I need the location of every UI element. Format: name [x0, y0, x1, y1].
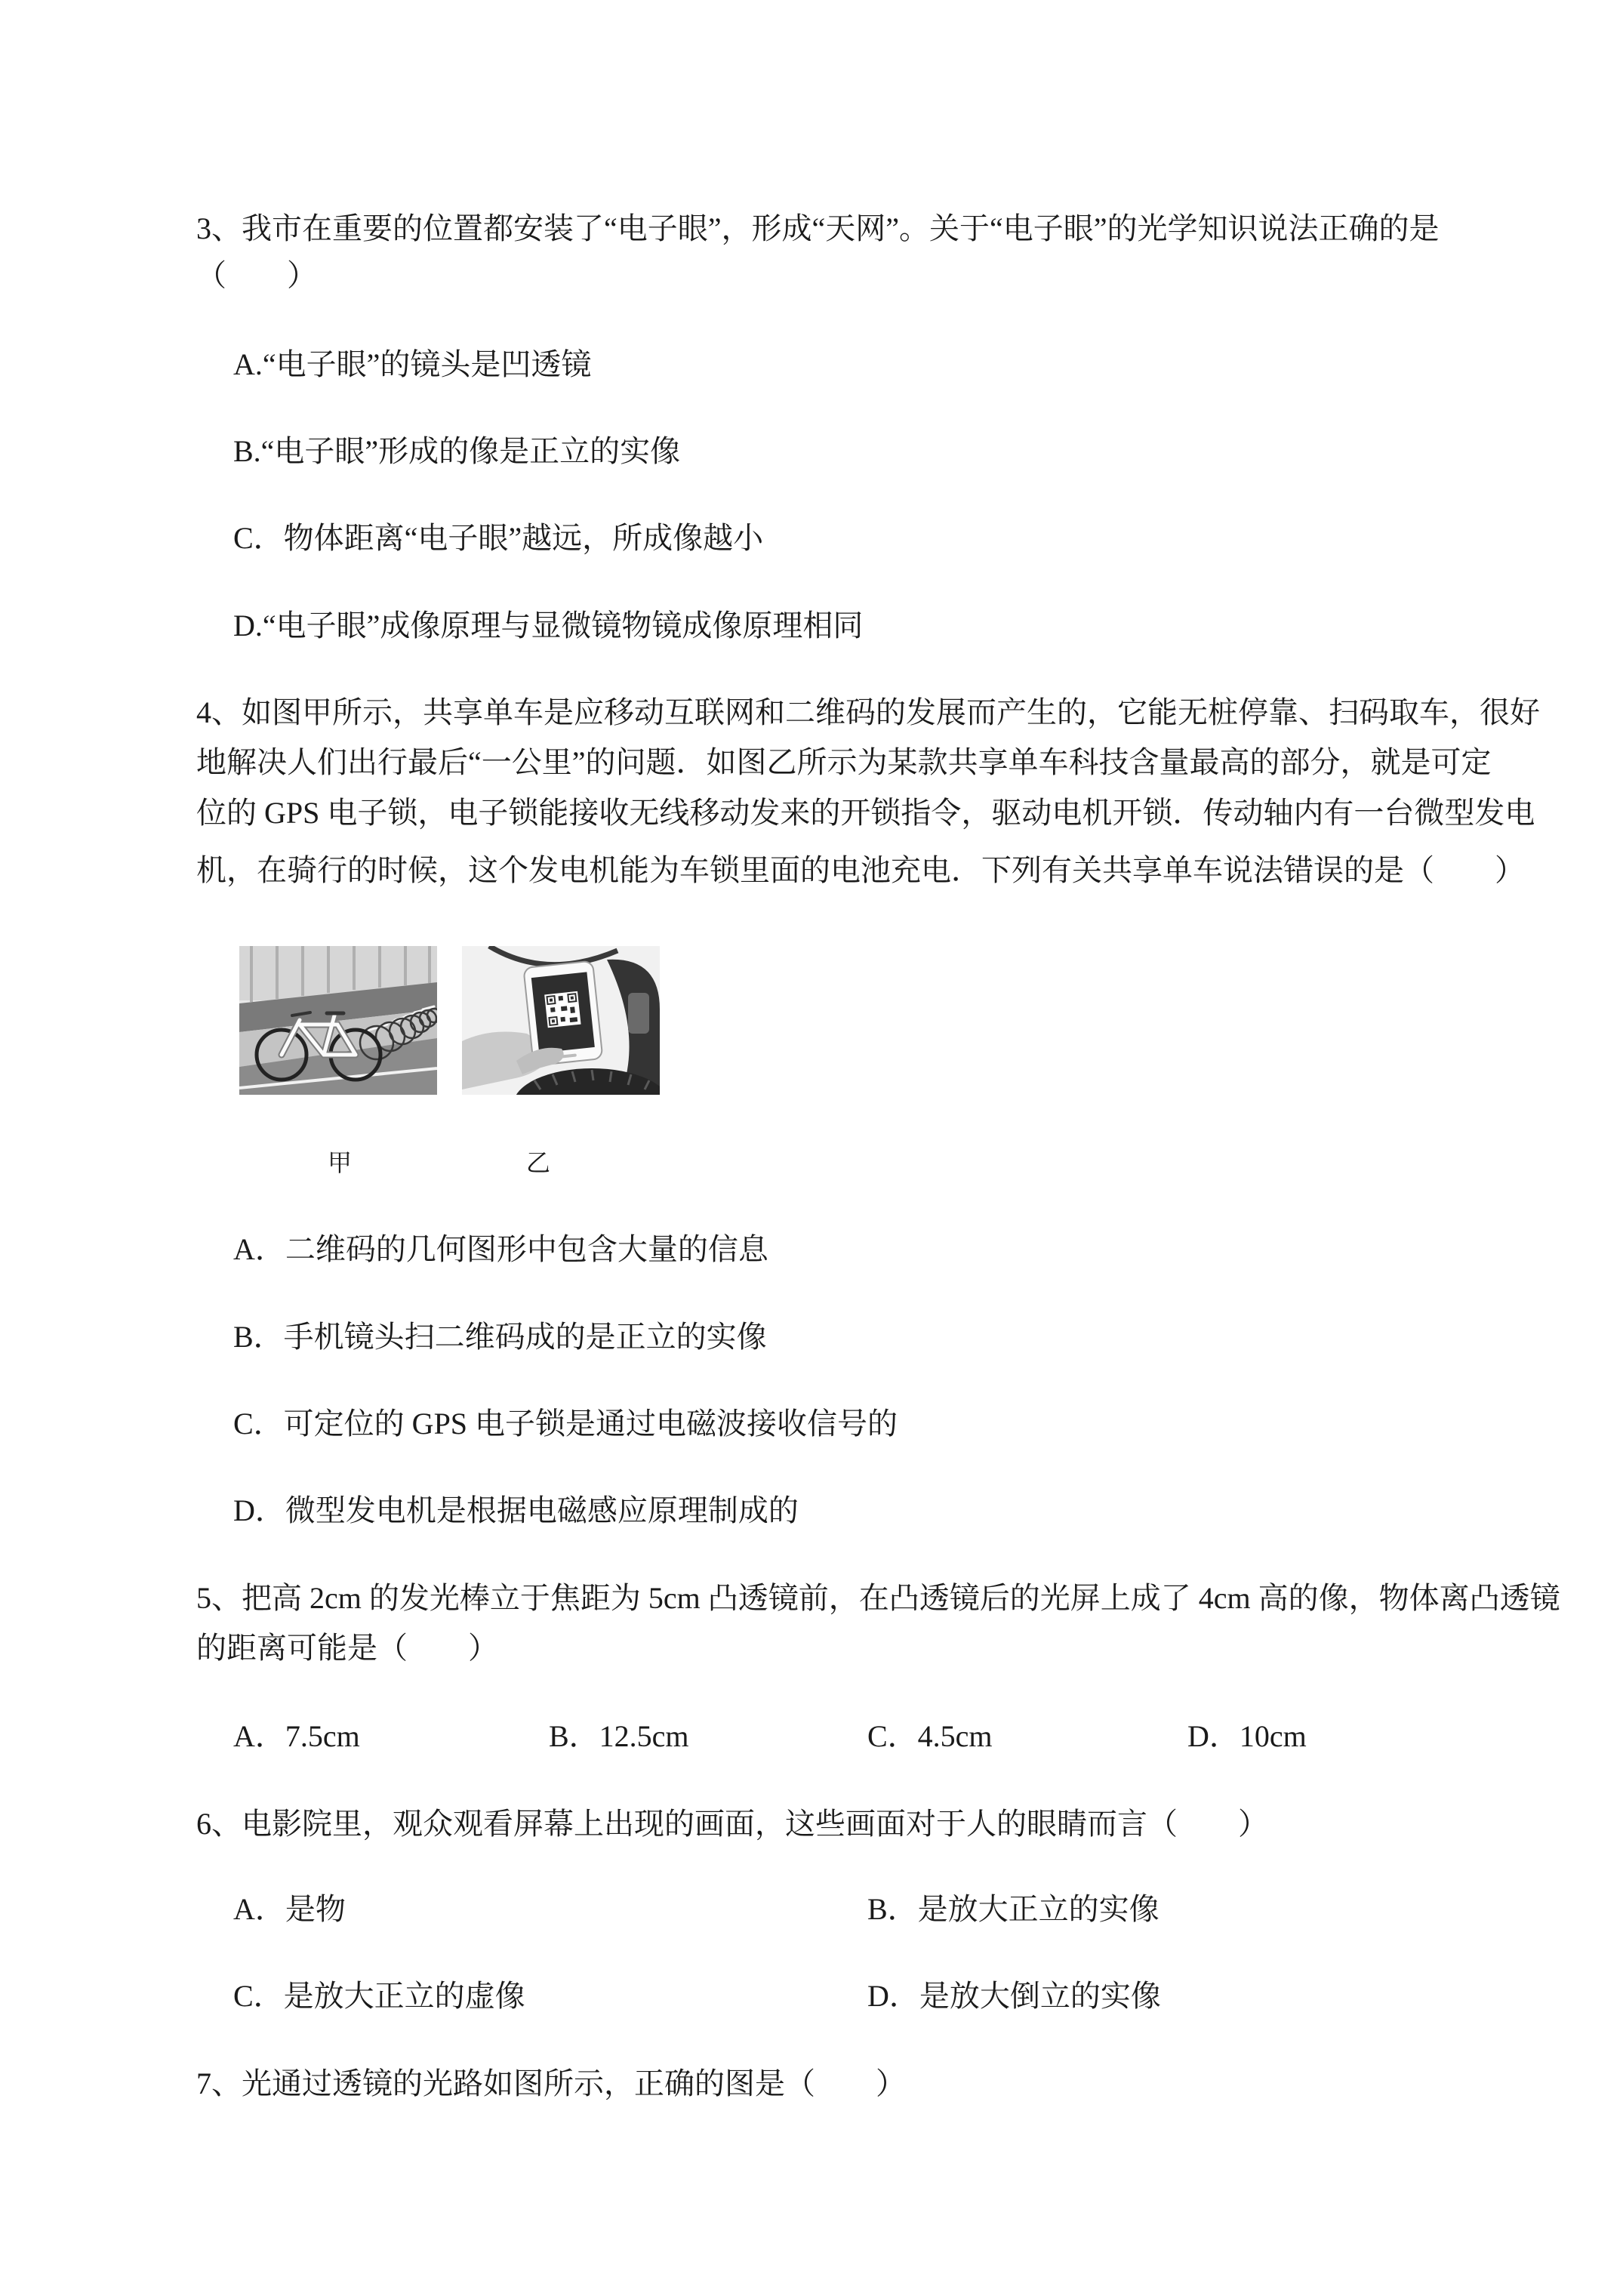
- question-5-option-a: A．7.5cm: [233, 1719, 360, 1753]
- question-5-option-c: C．4.5cm: [867, 1719, 993, 1753]
- question-5-stem-line-1: 5、把高 2cm 的发光棒立于焦距为 5cm 凸透镜前，在凸透镜后的光屏上成了 4cm 高的像，物体离凸透镜: [196, 1581, 1560, 1615]
- qr-module: [560, 1017, 565, 1022]
- figure-yi-caption: 乙: [525, 1148, 550, 1177]
- qr-module: [550, 1007, 556, 1012]
- question-5-stem-line-2: 的距离可能是（ ）: [196, 1631, 498, 1665]
- qr-finder-center: [552, 1019, 555, 1022]
- figure-jia: [239, 946, 437, 1095]
- question-4-option-c: C．可定位的 GPS 电子锁是通过电磁波接收信号的: [233, 1407, 898, 1441]
- smartphone: [523, 961, 602, 1066]
- question-3-option-d: D.“电子眼”成像原理与显微镜物镜成像原理相同: [233, 609, 864, 643]
- question-3-stem-line-1: 3、我市在重要的位置都安装了“电子眼”，形成“天网”。关于“电子眼”的光学知识说法正确的是: [196, 211, 1440, 245]
- question-4-stem-line-1: 4、如图甲所示，共享单车是应移动互联网和二维码的发展而产生的，它能无桩停靠、扫码取车，很好: [196, 695, 1540, 729]
- question-4-stem-line-3: 位的 GPS 电子锁，电子锁能接收无线移动发来的开锁指令，驱动电机开锁．传动轴内有一台微型发电: [196, 796, 1535, 830]
- question-6-option-b: B．是放大正立的实像: [867, 1892, 1160, 1926]
- lock-panel: [628, 993, 649, 1034]
- tread-mark: [610, 1071, 611, 1082]
- figure-jia-caption: 甲: [327, 1148, 352, 1177]
- tread-mark: [592, 1070, 593, 1080]
- qr-module: [561, 1006, 568, 1011]
- qr-module: [570, 1006, 575, 1013]
- question-4-option-a: A．二维码的几何图形中包含大量的信息: [233, 1232, 768, 1266]
- shared-bikes-photo: [239, 946, 437, 1095]
- phone-scan-lock-photo: [462, 946, 660, 1095]
- qr-module: [570, 1017, 578, 1022]
- question-5-option-d: D．10cm: [1187, 1719, 1307, 1753]
- question-4-option-d: D．微型发电机是根据电磁感应原理制成的: [233, 1493, 799, 1527]
- question-7-stem-line-1: 7、光通过透镜的光路如图所示，正确的图是（ ）: [196, 2066, 906, 2100]
- question-3-option-b: B.“电子眼”形成的像是正立的实像: [233, 434, 681, 468]
- figure-yi: [462, 946, 660, 1095]
- question-3-option-a: A.“电子眼”的镜头是凹透镜: [233, 347, 592, 381]
- question-6-stem-line-1: 6、电影院里，观众观看屏幕上出现的画面，这些画面对于人的眼睛而言（ ）: [196, 1807, 1268, 1841]
- question-6-option-a: A．是物: [233, 1892, 346, 1926]
- question-6-option-c: C．是放大正立的虚像: [233, 1979, 525, 2013]
- question-4-stem-line-2: 地解决人们出行最后“一公里”的问题．如图乙所示为某款共享单车科技含量最高的部分，就是可定: [196, 745, 1492, 779]
- question-6-option-d: D．是放大倒立的实像: [867, 1979, 1161, 2013]
- qr-module: [559, 996, 564, 1001]
- qr-finder-center: [550, 998, 553, 1001]
- qr-finder-center: [571, 996, 574, 999]
- question-3-answer-blank: （ ）: [196, 258, 317, 292]
- question-3-option-c: C．物体距离“电子眼”越远，所成像越小: [233, 521, 764, 555]
- question-5-option-b: B．12.5cm: [549, 1719, 689, 1753]
- question-4-option-b: B．手机镜头扫二维码成的是正立的实像: [233, 1320, 767, 1354]
- question-4-stem-line-4: 机，在骑行的时候，这个发电机能为车锁里面的电池充电．下列有关共享单车说法错误的是（ ）: [196, 853, 1525, 887]
